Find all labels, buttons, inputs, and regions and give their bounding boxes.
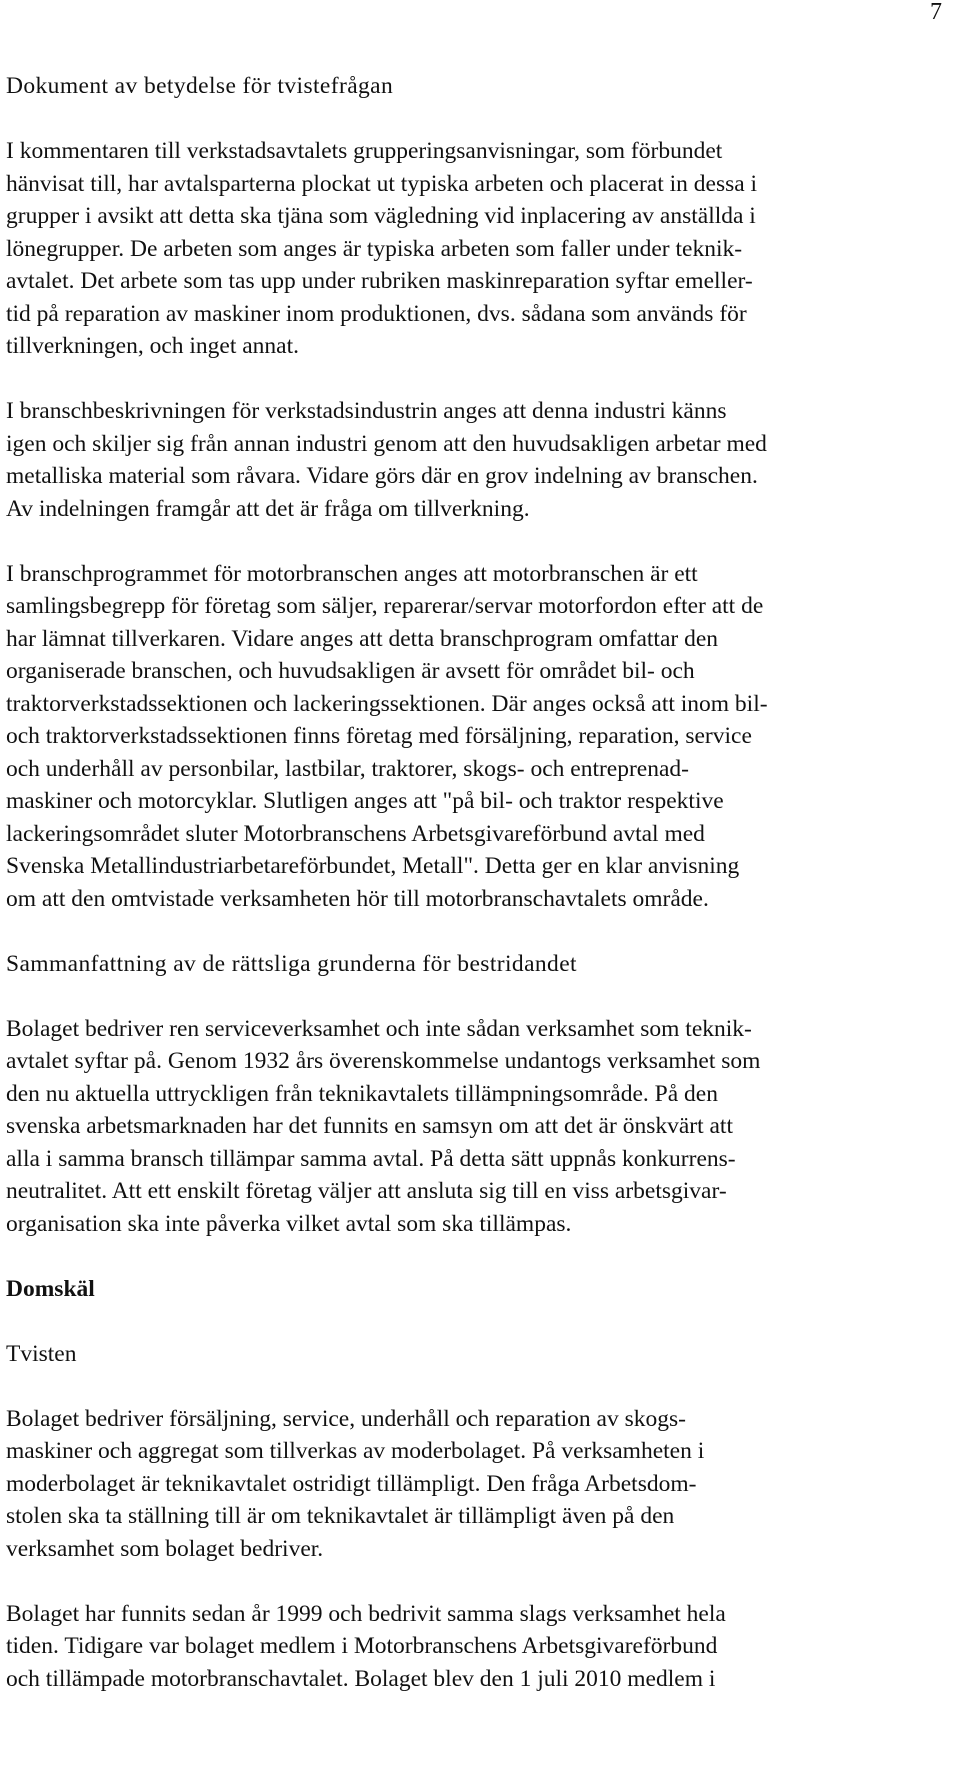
text-line: om att den omtvistade verksamheten hör till motorbranschavtalets område. — [6, 885, 709, 912]
text-line: den nu aktuella uttryckligen från teknikavtalets tillämpningsområde. På den — [6, 1080, 718, 1107]
text-line: avtalet syftar på. Genom 1932 års överenskommelse undantogs verksamhet som — [6, 1048, 761, 1074]
text-line: I branschprogrammet för motorbranschen anges att motorbranschen är ett — [6, 560, 698, 587]
text-line: hänvisat till, har avtalsparterna plockat ut typiska arbeten och placerat in dessa i — [6, 170, 758, 197]
subheading-tvisten: Tvisten — [6, 1340, 77, 1367]
text-line: I branschbeskrivningen för verkstadsindustrin anges att denna industri känns — [6, 398, 727, 424]
paragraph-branschbeskrivningen — [6, 395, 941, 525]
text-line: Bolaget bedriver ren serviceverksamhet och inte sådan verksamhet som teknik- — [6, 1015, 752, 1042]
text-line: och traktorverkstadssektionen finns företag med försäljning, reparation, service — [6, 723, 752, 749]
paragraph-bolaget-bedriver — [6, 1403, 941, 1566]
text-line: organisation ska inte påverka vilket avtal som ska tillämpas. — [6, 1210, 572, 1237]
section-heading-sammanfattning: Sammanfattning av de rättsliga grunderna för bestridandet — [6, 950, 577, 977]
text-line: organiserade branschen, och huvudsakligen är avsett för området bil- och — [6, 658, 695, 684]
text-line: tid på reparation av maskiner inom produktionen, dvs. sådana som används för — [6, 300, 747, 327]
section-heading-dokument: Dokument av betydelse för tvistefrågan — [6, 73, 394, 99]
text-line: tillverkningen, och inget annat. — [6, 333, 300, 359]
text-line: Bolaget bedriver försäljning, service, underhåll och reparation av skogs- — [6, 1405, 686, 1432]
text-line: verksamhet som bolaget bedriver. — [6, 1535, 324, 1562]
text-line: Bolaget har funnits sedan år 1999 och bedrivit samma slags verksamhet hela — [6, 1600, 726, 1627]
text-line: tiden. Tidigare var bolaget medlem i Motorbranschens Arbetsgivareförbund — [6, 1633, 718, 1659]
text-line: och underhåll av personbilar, lastbilar, traktorer, skogs- och entreprenad- — [6, 755, 689, 782]
text-line: maskiner och aggregat som tillverkas av moderbolaget. På verksamheten i — [6, 1438, 705, 1464]
text-line: metalliska material som råvara. Vidare görs där en grov indelning av branschen. — [6, 463, 758, 489]
text-line: moderbolaget är teknikavtalet ostridigt tillämpligt. Den fråga Arbetsdom- — [6, 1470, 697, 1497]
text-line: Svenska Metallindustriarbetareförbundet, Metall". Detta ger en klar anvisning — [6, 853, 740, 879]
text-line: och tillämpade motorbranschavtalet. Bolaget blev den 1 juli 2010 medlem i — [6, 1665, 716, 1692]
paragraph-serviceverksamhet — [6, 1013, 941, 1241]
text-line: alla i samma bransch tillämpar samma avtal. På detta sätt uppnås konkurrens- — [6, 1145, 736, 1172]
document-body — [6, 70, 941, 1695]
text-line: igen och skiljer sig från annan industri genom att den huvudsakligen arbetar med — [6, 430, 767, 457]
text-line: lackeringsområdet sluter Motorbranschens Arbetsgivareförbund avtal med — [6, 820, 705, 847]
text-line: grupper i avsikt att detta ska tjäna som vägledning vid inplacering av anställda i — [6, 203, 756, 229]
text-line: neutralitet. Att ett enskilt företag väljer att ansluta sig till en viss arbetsgivar- — [6, 1178, 727, 1204]
text-line: stolen ska ta ställning till är om teknikavtalet är tillämpligt även på den — [6, 1503, 675, 1529]
text-line: traktorverkstadssektionen och lackeringssektionen. Där anges också att inom bil- — [6, 690, 768, 717]
text-line: svenska arbetsmarknaden har det funnits en samsyn om att det är önskvärt att — [6, 1113, 733, 1139]
section-heading-domskal: Domskäl — [6, 1275, 95, 1302]
text-line: maskiner och motorcyklar. Slutligen anges att "på bil- och traktor respektive — [6, 788, 724, 814]
text-line: har lämnat tillverkaren. Vidare anges att detta branschprogram omfattar den — [6, 625, 718, 652]
text-line: lönegrupper. De arbeten som anges är typiska arbeten som faller under teknik- — [6, 235, 743, 262]
page-number: 7 — [930, 0, 942, 25]
text-line: Av indelningen framgår att det är fråga om tillverkning. — [6, 495, 530, 522]
text-line: avtalet. Det arbete som tas upp under rubriken maskinreparation syftar emeller- — [6, 268, 753, 294]
paragraph-branschprogrammet — [6, 558, 941, 916]
paragraph-kommentaren — [6, 135, 941, 363]
text-line: I kommentaren till verkstadsavtalets grupperingsanvisningar, som förbundet — [6, 138, 723, 164]
text-line: samlingsbegrepp för företag som säljer, reparerar/servar motorfordon efter att de — [6, 593, 764, 619]
paragraph-bolaget-har-funnits — [6, 1598, 941, 1696]
